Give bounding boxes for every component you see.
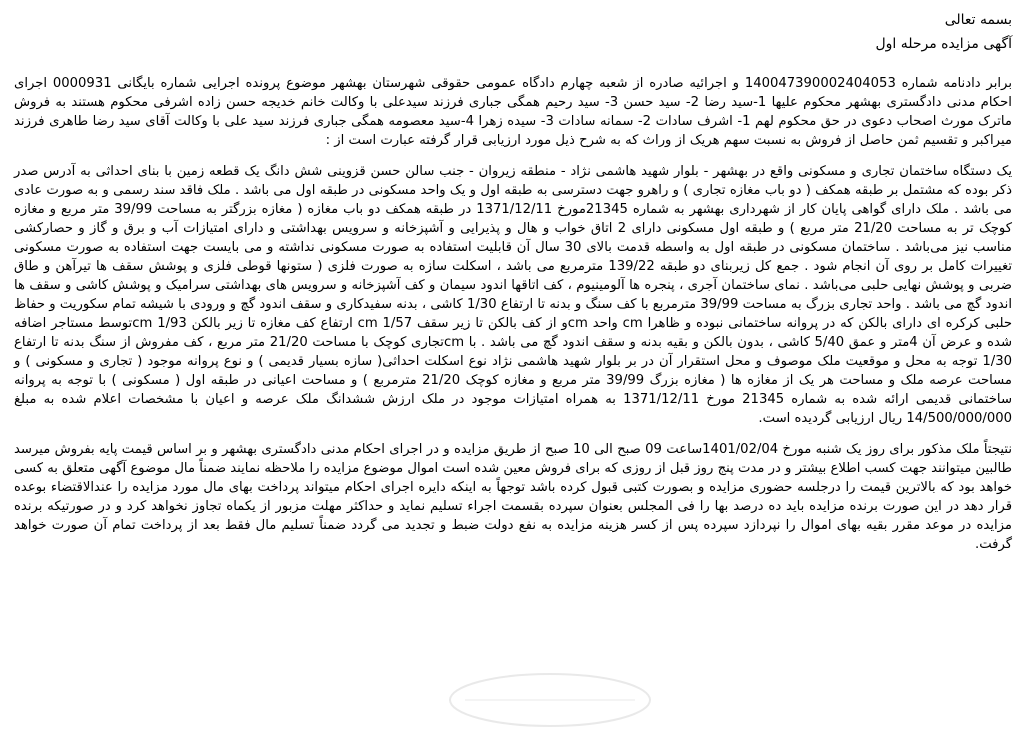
property-description-paragraph: یک دستگاه ساختمان تجاری و مسکونی واقع در بهشهر - بلوار شهید هاشمی نژاد - منطقه زیروان - جنب سالن حسن قزوینی شش دانگ یک قطعه زمین با بنای احداثی به آدرس صدر ذکر بوده که مشتمل بر طبقه همکف ( دو باب مغازه تجاری ) و راهرو جهت دسترسی به طبقه اول و یک واحد مسکونی در طبقه اول می باشد . ملک فاقد سند رسمی و به صورت عادی می باشد . ملک دارای گواهی پایان کار از شهرداری بهشهر به شماره 21345مورخ 1371/12/11 در طبقه همکف دو باب مغازه ( مغازه بزرگتر به مساحت 39/99 متر مربع و مغازه کوچک تر به مساحت 21/20 متر مربع ) و طبقه اول مسکونی دارای 2 اتاق خواب و هال و پذیرایی و آشپزخانه و سرویس بهداشتی و دارای امتیازات آب و برق و گاز و حصارکشی مناسب نیز می‌باشد . ساختمان مسکونی در طبقه اول به واسطه قدمت بالای 30 سال آن قابلیت استفاده به صورت مسکونی نداشته و می بایست جهت استفاده به صورت مسکونی تغییرات کامل بر روی آن انجام شود . جمع کل زیربنای دو طبقه 139/22 مترمربع می باشد ، اسکلت سازه به صورت فلزی ( ستونها قوطی فلزی و پوشش سقف ها تیرآهن و طاق ضربی و پوشش نهایی حلبی می‌باشد . نمای ساختمان آجری ، پنجره ها آلومینیوم ، کف اتاقها اندود سیمان و کف آشپزخانه و سرویس های بهداشتی سرامیک و پوشش کاشی و سقف ها اندود گچ می باشد . واحد تجاری بزرگ به مساحت 39/99 مترمربع با کف سنگ و بدنه تا ارتفاع 1/30 کاشی ، بدنه سفیدکاری و سقف اندود گچ و ورودی با شیشه تمام سکوریت و حفاظ حلبی کرکره ای دارای بالکن که در پروانه ساختمانی نبوده و ظاهرا cm واحد cmو از کف بالکن تا زیر سقف 1/57 cm ارتفاع کف مغازه تا زیر بالکن 1/93 cmتوسط مستاجر اضافه شده و عرض آن 4متر و عمق 5/40 کاشی ، بدون بالکن و بقیه بدنه و سقف اندود گچ می باشد . با cmتجاری کوچک با مساحت 21/20 متر مربع ، کف مفروش از سنگ بدنه تا ارتفاع 1/30 توجه به محل و موقعیت ملک موصوف و محل استقرار آن در بر بلوار شهید هاشمی نژاد نوع اسکلت احداثی( سازه بسیار قدیمی ) و نوع پروانه موجود ( تجاری و مسکونی ) و مساحت عرصه ملک و مساحت هر یک از مغازه ها ( مغازه بزرگ 39/99 متر مربع و مغازه کوچک 21/20 مترمربع ) و مساحت اعیانی در طبقه اول ( مسکونی ) با توجه به پروانه ساختمانی قدیمی ارائه شده به شماره 21345 مورخ 1371/12/11 به همراه امتیازات موجود در ملک ارزش ششدانگ ملک عرصه و اعیان با مشخصات اعلام شده به مبلغ 14/500/000/000 ریال ارزیابی گردیده است. xyxy=(14,164,1013,426)
case-details-paragraph: برابر دادنامه شماره 140047390002404053 و اجرائیه صادره از شعبه چهارم دادگاه عمومی حقوقی شهرستان بهشهر موضوع پرونده اجرایی شماره بایگانی 0000931 اجرای احکام مدنی دادگستری بهشهر محکوم علیها 1-سید رضا 2- سید حسن 3- سید رحیم همگی جباری فرزند سیدعلی با وکالت خانم خدیجه حسن زاده اشرفی محکوم هستند به فروش ماترک مورث اصحاب دعوی در حق محکوم لهم 1- اشرف سادات 2- سمانه سادات 3- سیده زهرا 4-سید معصومه همگی جباری فرزند سید علی با وکالت آقای سید رضا طاهری فرزند میراکبر و تقسیم ثمن حاصل از فروش به نسبت سهم هریک از وراث که به شرح ذیل مورد ارزیابی قرار گرفته عبارت است از : xyxy=(14,76,1012,148)
notice-title: آگهی مزایده مرحله اول xyxy=(875,36,1012,52)
auction-terms-paragraph: نتیجتاً ملک مذکور برای روز یک شنبه مورخ 1401/02/04ساعت 09 صبح الی 10 صبح از طریق مزایده و در اجرای احکام مدنی دادگستری بهشهر و بر اساس قیمت پایه بفروش میرسد طالبین میتوانند جهت کسب اطلاع بیشتر و در مدت پنج روز قبل از روزی که برای فروش معین شده است اموال موضوع مزایده را ملاحظه نمایند ضمناً مال موضوع آگهی متعلق به کسی خواهد بود که بالاترین قیمت را درجلسه حضوری مزایده و بصورت کتبی قبول کرده باشد توجهاً به اینکه دایره اجرای احکام میتواند پرداخت بهای مال مورد مزایده را عندالاقتضاء بوعده قرار دهد در این صورت برنده مزایده باید ده درصد بها را فی المجلس بعنوان سپرده بقسمت اجراء تسلیم نماید و حداکثر مهلت مزبور از یکماه تجاوز نخواهد کرد و در صورتیکه برنده مزایده در موعد مقرر بقیه بهای اموال را نپردازد سپرده پس از کسر هزینه مزایده به نفع دولت ضبط و تجدید می گردد ضمناً تسلیم مال فقط بعد از پرداخت تمام آن صورت خواهد گرفت. xyxy=(14,442,1013,552)
basmala-heading: بسمه تعالی xyxy=(944,12,1012,28)
